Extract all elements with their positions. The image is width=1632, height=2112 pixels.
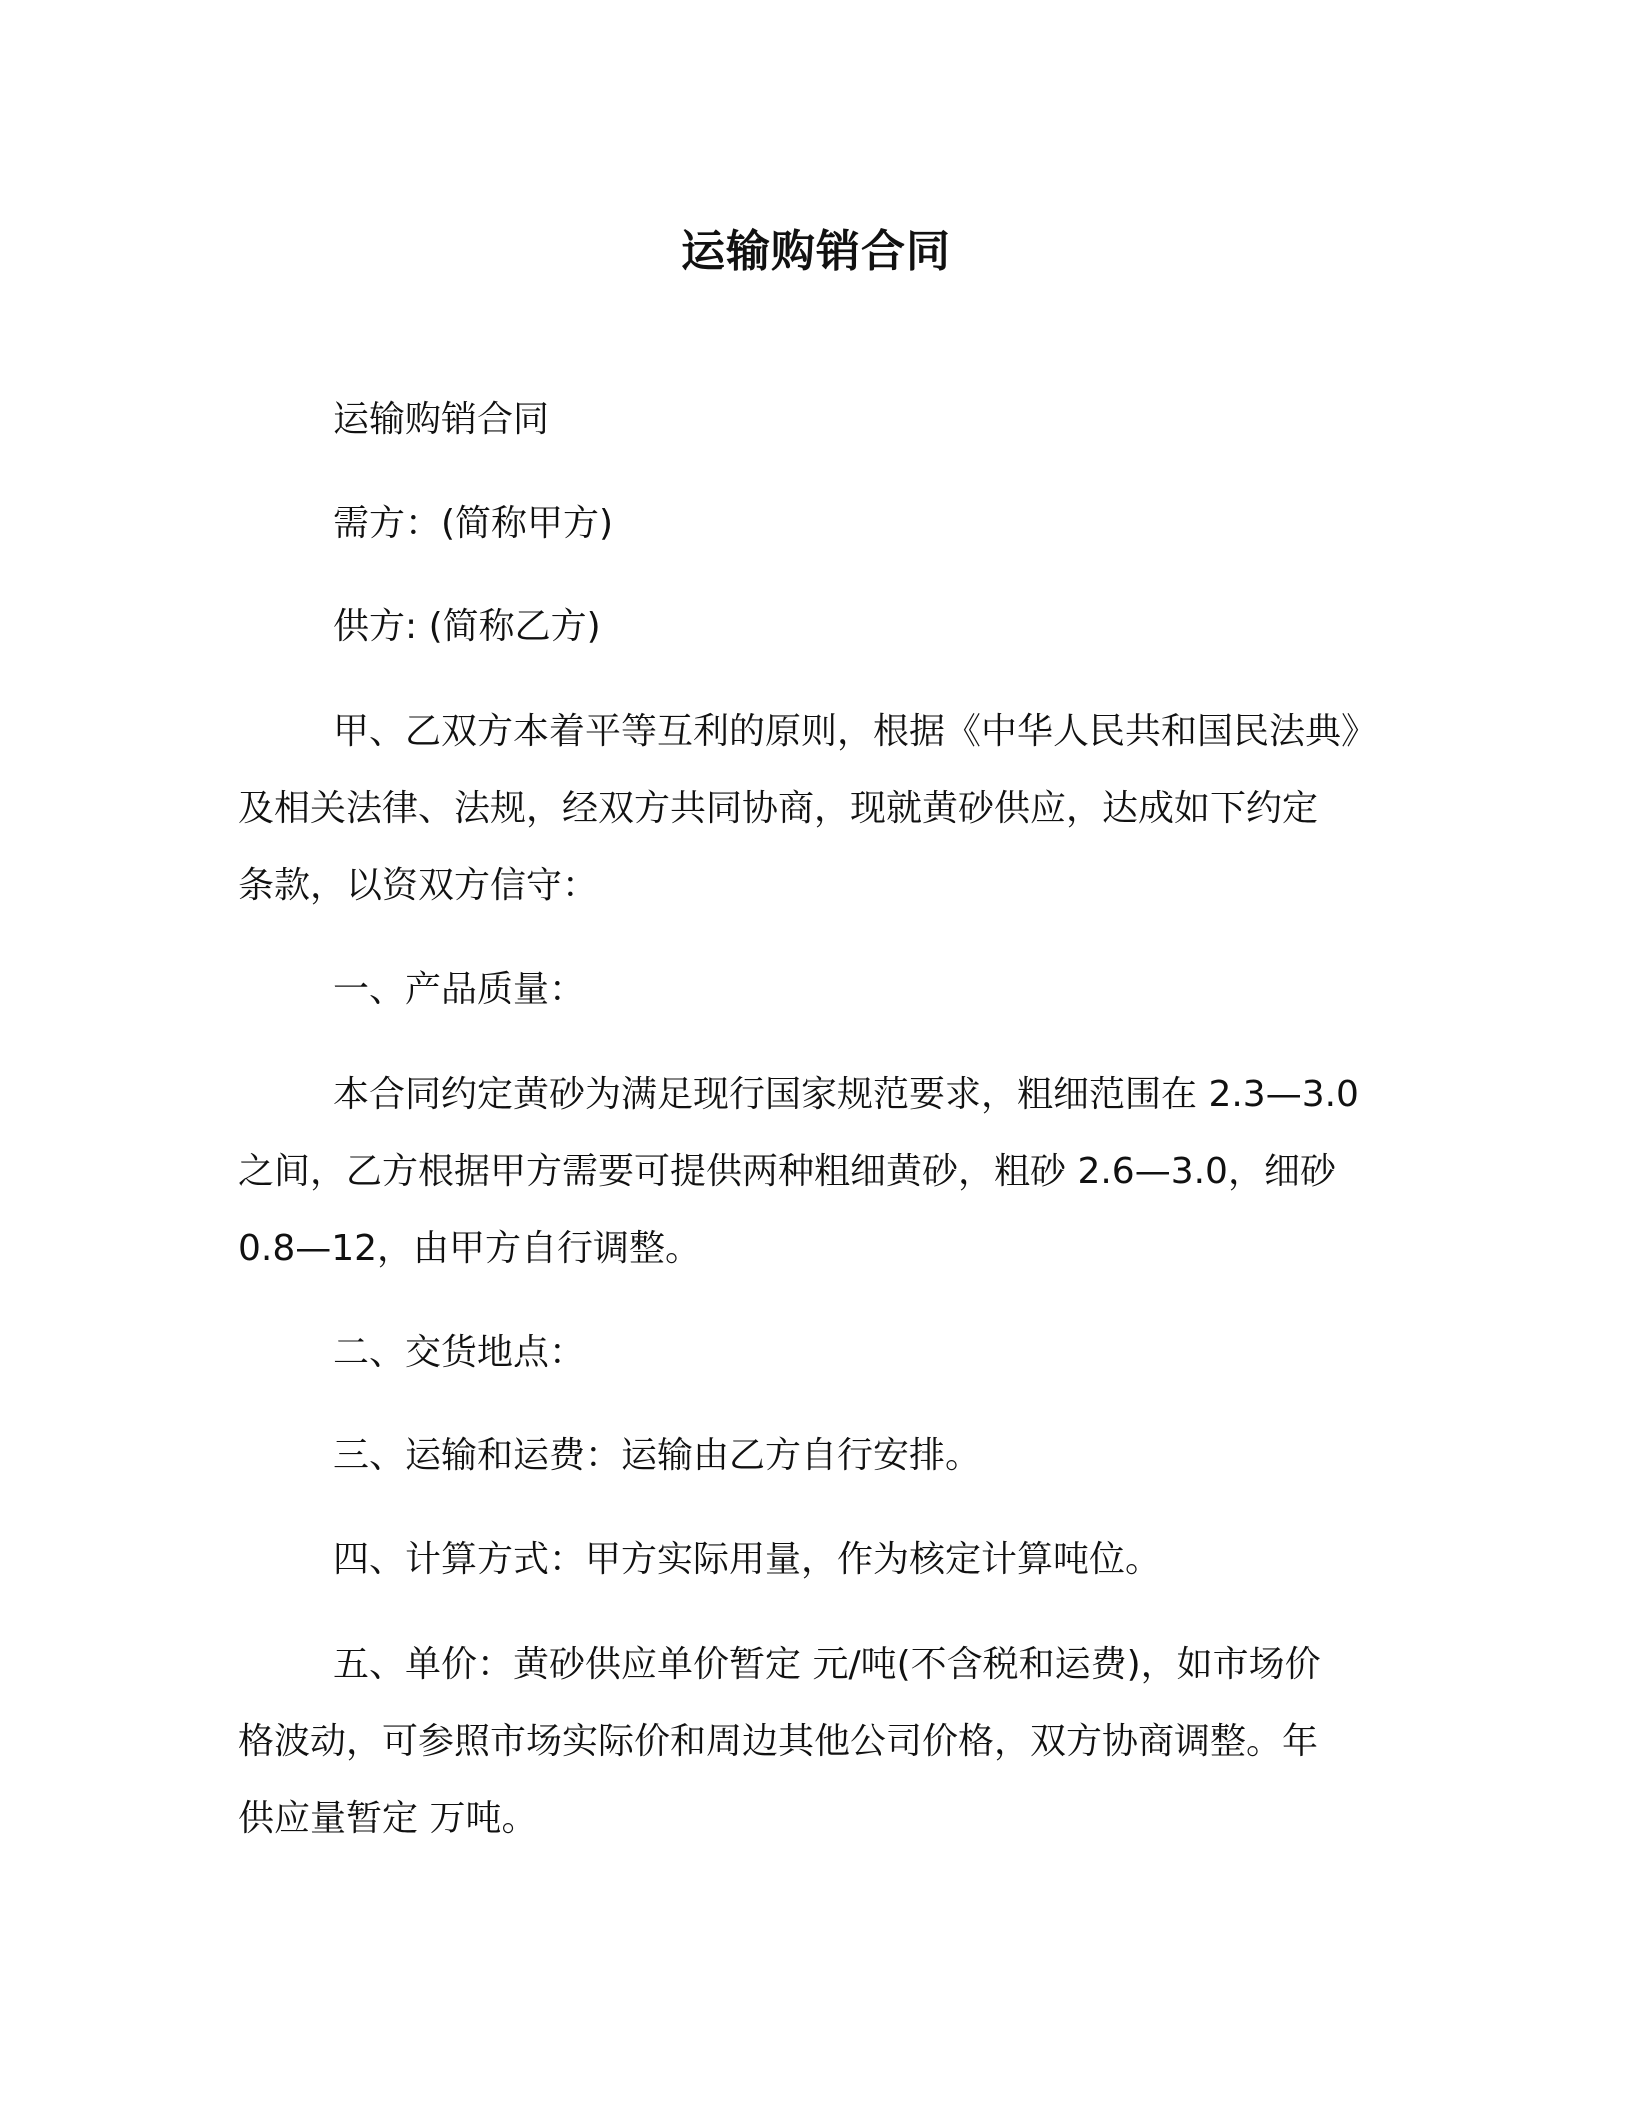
document-title: 运输购销合同 <box>681 226 951 277</box>
quality-line: 0.8—12，由甲方自行调整。 <box>238 1228 702 1269</box>
preamble-line: 甲、乙双方本着平等互利的原则，根据《中华人民共和国民法典》 <box>333 711 1378 752</box>
section-calculation: 四、计算方式：甲方实际用量，作为核定计算吨位。 <box>333 1539 1162 1580</box>
price-line: 格波动，可参照市场实际价和周边其他公司价格，双方协商调整。年 <box>238 1721 1319 1762</box>
section-heading-delivery: 二、交货地点： <box>333 1332 586 1373</box>
price-line: 五、单价：黄砂供应单价暂定 元/吨(不含税和运费)，如市场价 <box>333 1644 1321 1685</box>
section-transport: 三、运输和运费：运输由乙方自行安排。 <box>333 1435 982 1476</box>
contract-subtitle: 运输购销合同 <box>333 399 550 440</box>
demand-party-line: 需方：(简称甲方) <box>333 503 614 544</box>
supply-party-line: 供方: (简称乙方) <box>333 606 601 647</box>
preamble-line: 及相关法律、法规，经双方共同协商，现就黄砂供应，达成如下约定 <box>238 788 1319 829</box>
quality-line: 本合同约定黄砂为满足现行国家规范要求，粗细范围在 2.3—3.0 <box>333 1074 1359 1115</box>
price-line: 供应量暂定 万吨。 <box>238 1798 538 1839</box>
section-heading-quality: 一、产品质量： <box>333 969 586 1010</box>
preamble-line: 条款，以资双方信守： <box>238 865 599 906</box>
quality-line: 之间，乙方根据甲方需要可提供两种粗细黄砂，粗砂 2.6—3.0，细砂 <box>238 1151 1336 1192</box>
